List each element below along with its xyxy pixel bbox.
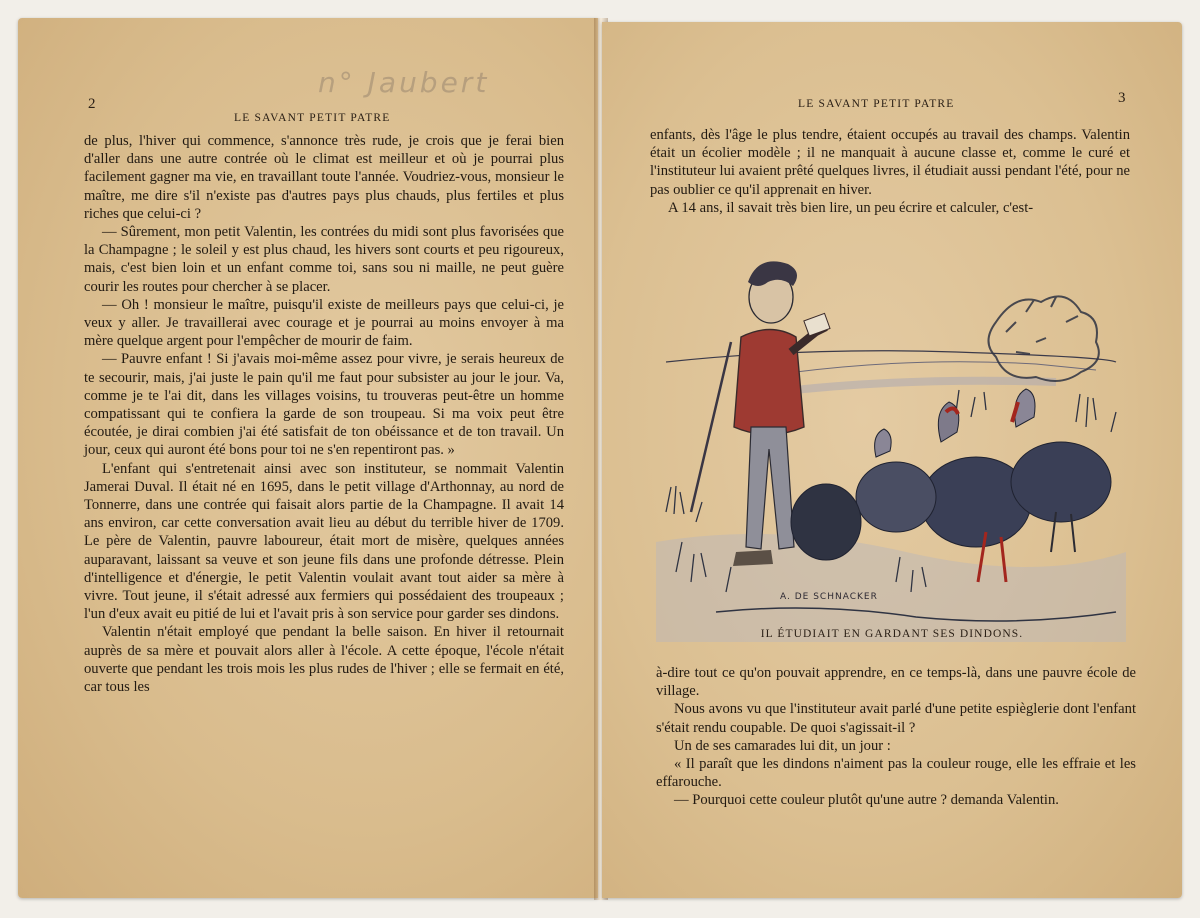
page-number-right: 3 <box>1118 90 1126 106</box>
page-number-left: 2 <box>88 96 96 112</box>
illustration-boy-with-turkeys <box>656 252 1126 642</box>
right-page <box>602 22 1182 898</box>
paragraph: à-dire tout ce qu'on pouvait apprendre, en ce temps-là, dans une pauvre école de village. <box>656 665 1136 700</box>
right-bottom-text <box>656 664 1136 810</box>
left-body-text <box>84 132 564 696</box>
paragraph: Valentin n'était employé que pendant la belle saison. En hiver il retournait auprès de sa mère et pouvait alors aller à l'école. A cette époque, l'école n'était ouverte que pendant les trois mois les plus rudes de l'hiver ; elle se fermait en été, car tous les <box>84 624 564 696</box>
paragraph: « Il paraît que les dindons n'aiment pas la couleur rouge, elle les effraie et les effarouche. <box>656 756 1136 791</box>
paragraph: L'enfant qui s'entretenait ainsi avec son instituteur, se nommait Valentin Jamerai Duval. Il était né en 1695, dans le petit village d'Arthonnay, au nord de Tonnerre, dans une contrée qui faisait alors partie de la Champagne. Il avait 14 ans environ, car cette conversation avait lieu au début du terrible hiver de 1709. Le père de Valentin, pauvre laboureur, était mort de misère, quelques années auparavant, laissant sa veuve et son jeune fils dans une profonde détresse. Plein d'intelligence et d'énergie, le petit Valentin voulait avant tout aider sa mère à vivre. Tout jeune, il s'était adressé aux fermiers qui possédaient des troupeaux ; l'un d'eux avait eu pitié de lui et l'avait pris à son service pour garder ses dindons. <box>84 460 564 623</box>
illustration-signature: A. DE SCHNACKER <box>780 592 878 602</box>
paragraph: — Sûrement, mon petit Valentin, les contrées du midi sont plus favorisées que la Champagne ; le soleil y est plus chaud, les hivers sont courts et peu rigoureux, mais, c'est bien loin et un enfant comme toi, sans sou ni maille, ne peut guère courir les routes pour chercher à se placer. <box>84 224 564 295</box>
paragraph: enfants, dès l'âge le plus tendre, étaient occupés au travail des champs. Valentin était un écolier modèle ; il ne manquait à aucune classe et, comme le curé et l'instituteur lui avaient prêté quelques livres, il étudiait aussi pendant l'été, pour ne pas oublier ce qu'il apprenait en hiver. <box>650 127 1130 198</box>
paragraph: Un de ses camarades lui dit, un jour : <box>674 737 891 754</box>
paragraph: — Oh ! monsieur le maître, puisqu'il existe de meilleurs pays que celui-ci, je veux y aller. Je travaillerai avec courage et je pourrai au moins envoyer à ma mère quelque argent pour l'empêcher de mourir de faim. <box>84 296 564 350</box>
illustration-caption: IL ÉTUDIAIT EN GARDANT SES DINDONS. <box>760 628 1024 640</box>
running-head-left: LE SAVANT PETIT PATRE <box>234 112 391 124</box>
running-head-right: LE SAVANT PETIT PATRE <box>798 98 955 110</box>
paragraph: — Pauvre enfant ! Si j'avais moi-même assez pour vivre, je serais heureux de te secourir, mais, j'ai juste le pain qu'il me faut pour subsister au jour le jour. Va, comme je te l'ai dit, dans les villages voisins, tu trouveras peut-être un homme compatissant qui te confiera la garde de son troupeau. Si ma voix peut être écoutée, je dirai combien j'ai été satisfait de ton obéissance et de ton travail. Un jour, ceux qui auront été bons pour toi ne s'en repentiront pas. » <box>84 351 564 459</box>
paragraph: A 14 ans, il savait très bien lire, un peu écrire et calculer, c'est- <box>668 199 1034 216</box>
turkeys <box>791 389 1111 582</box>
right-top-text <box>650 126 1130 217</box>
paragraph: Nous avons vu que l'instituteur avait parlé d'une petite espièglerie dont l'enfant s'était rendu coupable. De quoi s'agissait-il ? <box>656 701 1136 736</box>
pencil-note: n° Jaubert <box>318 66 490 99</box>
left-page <box>18 18 598 898</box>
paragraph: — Pourquoi cette couleur plutôt qu'une autre ? demanda Valentin. <box>674 792 1059 809</box>
paragraph: de plus, l'hiver qui commence, s'annonce très rude, je crois que je ferai bien d'aller dans une autre contrée où le climat est meilleur et où je pourrai plus facilement gagner ma vie, en travaillant toute l'année. Voudriez-vous, monsieur le maître, me dire s'il n'existe pas d'autres pays plus chauds, plus fertiles et plus riches que celui-ci ? <box>84 133 564 222</box>
